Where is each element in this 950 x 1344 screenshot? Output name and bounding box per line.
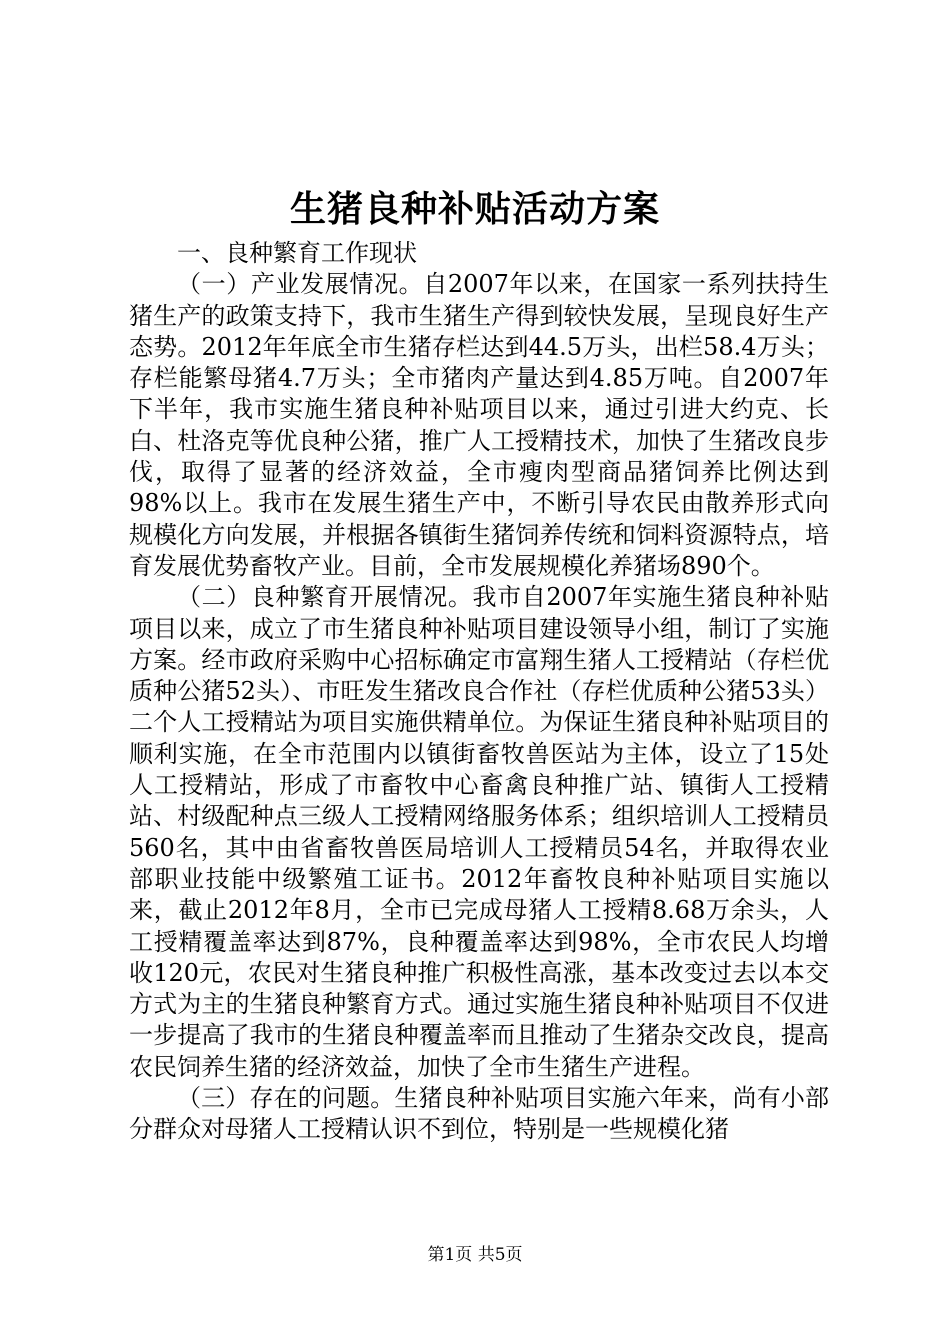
page-number: 第1页 共5页	[427, 1245, 523, 1265]
paragraph-existing-problems: （三）存在的问题。生猪良种补贴项目实施六年来，尚有小部分群众对母猪人工授精认识不到位，特别是一些规模化猪	[129, 1084, 829, 1144]
paragraph-industry-development: （一）产业发展情况。自2007年以来，在国家一系列扶持生猪生产的政策支持下，我市生猪生产得到较快发展，呈现良好生产态势。2012年年底全市生猪存栏达到44.5万头，出栏58.4万头；存栏能繁母猪4.7万头；全市猪肉产量达到4.85万吨。自2007年下半年，我市实施生猪良种补贴项目以来，通过引进大约克、长白、杜洛克等优良种公猪，推广人工授精技术，加快了生猪改良步伐，取得了显著的经济效益，全市瘦肉型商品猪饲养比例达到98%以上。我市在发展生猪生产中，不断引导农民由散养形式向规模化方向发展，并根据各镇街生猪饲养传统和饲料资源特点，培育发展优势畜牧产业。目前，全市发展规模化养猪场890个。	[129, 270, 829, 580]
section-heading: 一、良种繁育工作现状	[177, 239, 417, 267]
document-body	[129, 238, 829, 1146]
document-title: 生猪良种补贴活动方案	[289, 188, 660, 230]
paragraph-breeding-progress: （二）良种繁育开展情况。我市自2007年实施生猪良种补贴项目以来，成立了市生猪良种补贴项目建设领导小组，制订了实施方案。经市政府采购中心招标确定市富翔生猪人工授精站（存栏优质种公猪52头）、市旺发生猪改良合作社（存栏优质种公猪53头）二个人工授精站为项目实施供精单位。为保证生猪良种补贴项目的顺利实施，在全市范围内以镇街畜牧兽医站为主体，设立了15处人工授精站，形成了市畜牧中心畜禽良种推广站、镇街人工授精站、村级配种点三级人工授精网络服务体系；组织培训人工授精员560名，其中由省畜牧兽医局培训人工授精员54名，并取得农业部职业技能中级繁殖工证书。2012年畜牧良种补贴项目实施以来，截止2012年8月，全市已完成母猪人工授精8.68万余头，人工授精覆盖率达到87%，良种覆盖率达到98%，全市农民人均增收120元，农民对生猪良种推广积极性高涨，基本改变过去以本交方式为主的生猪良种繁育方式。通过实施生猪良种补贴项目不仅进一步提高了我市的生猪良种覆盖率而且推动了生猪杂交改良，提高农民饲养生猪的经济效益，加快了全市生猪生产进程。	[129, 583, 829, 1081]
